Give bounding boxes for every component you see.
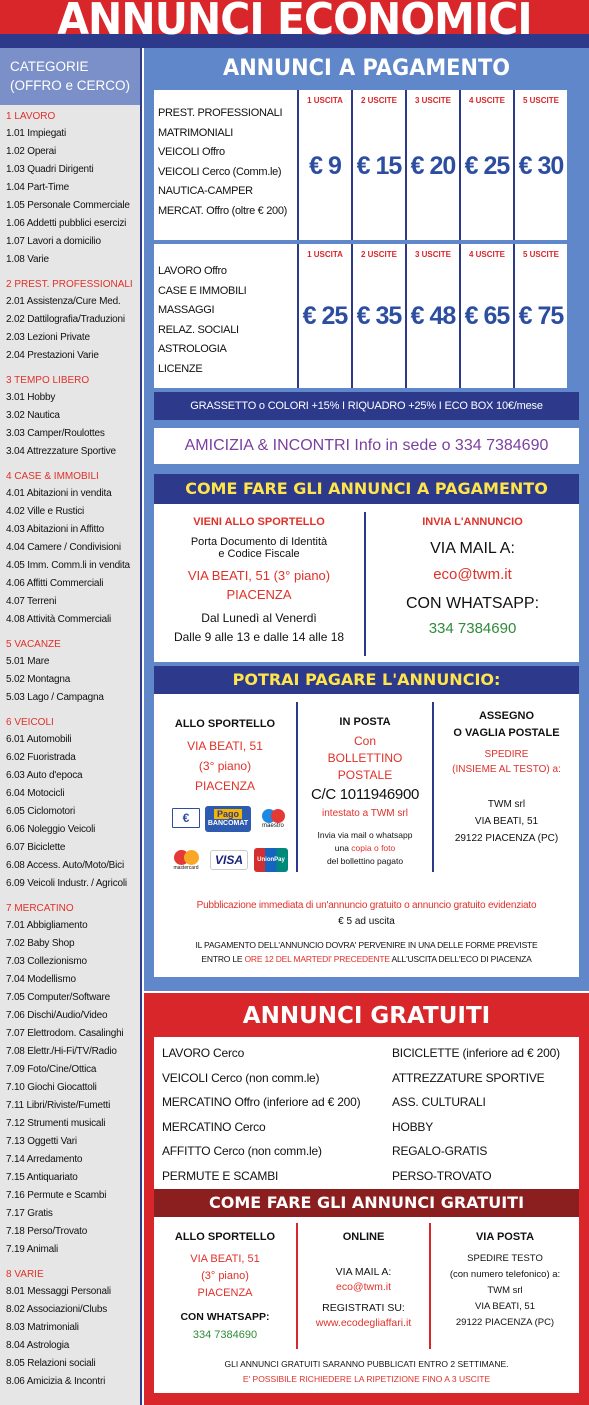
category-item[interactable]: 7.19 Animali (6, 1244, 59, 1255)
price-value: € 35 (356, 302, 402, 330)
category-section-title: 3 TEMPO LIBERO (6, 375, 90, 386)
amicizia-info: AMICIZIA & INCONTRI Info in sede o 334 7384690 (154, 428, 579, 464)
category-section (6, 279, 140, 365)
category-item[interactable]: 8.02 Associazioni/Clubs (6, 1304, 108, 1315)
payment-note4c: ALL'USCITA DELL'ECO DI PIACENZA (389, 954, 532, 964)
cash-icon: € (172, 808, 200, 828)
assegno-line2: (INSIEME AL TESTO) a: (452, 764, 561, 775)
price-category: RELAZ. SOCIALI (158, 323, 239, 336)
category-item[interactable]: 6.08 Access. Auto/Moto/Bici (6, 860, 124, 871)
category-section-title: 1 LAVORO (6, 111, 56, 122)
free-posta-addr3: 29122 PIACENZA (PC) (455, 1317, 555, 1328)
mastercard-label: mastercard (173, 864, 199, 871)
category-item[interactable]: 7.16 Permute e Scambi (6, 1190, 107, 1201)
categories-sidebar (0, 48, 142, 1405)
uscite-label: 4 USCITE (468, 250, 505, 259)
posta-note2a: una (334, 843, 352, 853)
price-category: MASSAGGI (158, 304, 215, 316)
category-section-title: 6 VEICOLI (6, 717, 54, 728)
uscite-label: 2 USCITE (360, 250, 397, 259)
price-table-1 (154, 90, 567, 240)
free-sportello-address: VIA BEATI, 51 (190, 1253, 260, 1265)
category-item[interactable]: 7.08 Elettr./Hi-Fi/TV/Radio (6, 1046, 117, 1057)
price-table-2 (154, 244, 567, 388)
category-item[interactable]: 4.02 Ville e Rustici (6, 506, 85, 517)
free-whatsapp-label: CON WHATSAPP: (180, 1311, 270, 1323)
category-item[interactable]: 7.01 Abbigliamento (6, 920, 88, 931)
category-item[interactable]: 2.04 Prestazioni Varie (6, 350, 99, 361)
price-value: € 20 (410, 152, 456, 180)
category-section (6, 471, 140, 629)
category-item[interactable]: 5.01 Mare (6, 656, 50, 667)
free-category-item: MERCATINO Offro (inferiore ad € 200) (162, 1095, 361, 1110)
how-free-box (154, 1217, 579, 1393)
free-category-item: ATTREZZATURE SPORTIVE (392, 1070, 545, 1085)
assegno-title1: ASSEGNO (478, 710, 534, 722)
payment-sportello-city: PIACENZA (194, 779, 255, 793)
sportello-info (154, 516, 364, 644)
price-value: € 9 (309, 152, 341, 180)
category-item[interactable]: 7.11 Libri/Riviste/Fumetti (6, 1100, 111, 1111)
extras-bar: GRASSETTO o COLORI +15% I RIQUADRO +25% I ECO BOX 10€/mese (154, 392, 579, 420)
payment-posta-title: IN POSTA (339, 716, 391, 728)
free-sportello-floor: (3° piano) (201, 1270, 249, 1282)
category-item[interactable]: 7.09 Foto/Cine/Ottica (6, 1064, 97, 1075)
category-item[interactable]: 6.01 Automobili (6, 734, 72, 745)
category-item[interactable]: 2.01 Assistenza/Cure Med. (6, 296, 121, 307)
category-item[interactable]: 1.01 Impiegati (6, 128, 67, 139)
category-item[interactable]: 4.03 Abitazioni in Affitto (6, 524, 105, 535)
category-item[interactable]: 7.10 Giochi Giocattoli (6, 1082, 97, 1093)
free-footnote2: E' POSSIBILE RICHIEDERE LA RIPETIZIONE FINO A 3 USCITE (242, 1374, 491, 1384)
free-whatsapp-number[interactable]: 334 7384690 (192, 1329, 258, 1341)
whatsapp-number[interactable]: 334 7384690 (428, 620, 517, 637)
bancomat-label: BANCOMAT (207, 820, 249, 827)
payment-note4a: ENTRO LE (201, 954, 245, 964)
category-item[interactable]: 5.03 Lago / Campagna (6, 692, 104, 703)
posta-line3: POSTALE (337, 768, 393, 782)
paid-ads-section (144, 48, 589, 991)
category-item[interactable]: 7.06 Dischi/Audio/Video (6, 1010, 108, 1021)
category-section-title: 2 PREST. PROFESSIONALI (6, 279, 133, 290)
free-ads-categories (154, 1037, 579, 1189)
category-section (6, 111, 140, 269)
free-category-item: PERSO-TROVATO (392, 1168, 492, 1183)
assegno-addr1: TWM srl (487, 799, 526, 810)
payment-sportello-address: VIA BEATI, 51 (187, 739, 263, 753)
category-item[interactable]: 7.13 Oggetti Vari (6, 1136, 77, 1147)
price-value: € 65 (464, 302, 510, 330)
posta-line1: Con (353, 734, 376, 748)
category-item[interactable]: 7.02 Baby Shop (6, 938, 75, 949)
how-paid-header: COME FARE GLI ANNUNCI A PAGAMENTO (154, 474, 579, 504)
uscite-label: 3 USCITE (414, 250, 451, 259)
price-column (405, 244, 459, 388)
price-category: LICENZE (158, 362, 203, 375)
free-category-item: LAVORO Cerco (162, 1046, 245, 1060)
price-category: ASTROLOGIA (158, 343, 227, 355)
uscite-label: 1 USCITA (307, 96, 343, 105)
assegno-addr3: 29122 PIACENZA (PC) (454, 833, 559, 844)
category-item[interactable]: 3.04 Attrezzature Sportive (6, 446, 116, 457)
send-ad-info (366, 516, 579, 637)
free-posta (431, 1231, 579, 1328)
price-category: CASE E IMMOBILI (158, 284, 247, 297)
free-posta-line2: (con numero telefonico) a: (449, 1269, 561, 1280)
category-item[interactable]: 6.05 Ciclomotori (6, 806, 76, 817)
price-category: VEICOLI Cerco (Comm.le) (158, 165, 282, 178)
category-item[interactable]: 1.03 Quadri Dirigenti (6, 164, 94, 175)
price-value: € 25 (464, 152, 510, 180)
category-item[interactable]: 7.05 Computer/Software (6, 992, 110, 1003)
category-item[interactable]: 5.02 Montagna (6, 674, 71, 685)
unionpay-icon: UnionPay (254, 848, 288, 872)
payment-sportello-floor: (3° piano) (198, 759, 252, 773)
price-category: PREST. PROFESSIONALI (158, 107, 283, 119)
price-column (513, 244, 567, 388)
price-value: € 25 (302, 302, 348, 330)
category-item[interactable]: 6.07 Biciclette (6, 842, 66, 853)
visa-icon: VISA (210, 850, 248, 870)
category-item[interactable]: 6.03 Auto d'epoca (6, 770, 83, 781)
category-item[interactable]: 8.03 Matrimoniali (6, 1322, 79, 1333)
mastercard-icon (168, 846, 204, 874)
price-category: MERCAT. Offro (oltre € 200) (158, 204, 288, 217)
payment-note4b: ORE 12 DEL MARTEDI' PRECEDENTE (244, 954, 390, 964)
category-section-title: 8 VARIE (6, 1269, 44, 1280)
category-item[interactable]: 4.05 Imm. Comm.li in vendita (6, 560, 130, 571)
payment-box (154, 694, 579, 977)
category-item[interactable]: 7.18 Perso/Trovato (6, 1226, 88, 1237)
free-category-item: VEICOLI Cerco (non comm.le) (162, 1070, 320, 1085)
category-item[interactable]: 7.04 Modellismo (6, 974, 76, 985)
posta-note2 (298, 843, 432, 853)
payment-sportello-title: ALLO SPORTELLO (174, 718, 276, 730)
free-footnote1: GLI ANNUNCI GRATUITI SARANNO PUBBLICATI ENTRO 2 SETTIMANE. (224, 1359, 509, 1369)
free-online-title: ONLINE (342, 1231, 385, 1243)
sportello-days: Dal Lunedì al Venerdì (201, 611, 317, 625)
pago-label: Pago (214, 809, 242, 819)
how-free-header: COME FARE GLI ANNUNCI GRATUITI (154, 1189, 579, 1217)
category-item[interactable]: 7.14 Arredamento (6, 1154, 83, 1165)
free-posta-title: VIA POSTA (475, 1231, 535, 1243)
sportello-city: PIACENZA (226, 587, 292, 602)
category-item[interactable]: 3.01 Hobby (6, 392, 56, 403)
free-posta-line1: SPEDIRE TESTO (467, 1253, 543, 1264)
price-value: € 30 (518, 152, 564, 180)
posta-note1: Invia via mail o whatsapp (317, 830, 413, 840)
uscite-label: 3 USCITE (414, 96, 451, 105)
categories-header-line2: (OFFRO e CERCO) (10, 78, 130, 93)
posta-intestato: intestato a TWM srl (322, 808, 408, 819)
category-item[interactable]: 8.04 Astrologia (6, 1340, 70, 1351)
categories-header-line1: CATEGORIE (10, 59, 89, 74)
paid-ads-header: ANNUNCI A PAGAMENTO (223, 56, 510, 81)
free-category-item: BICICLETTE (inferiore ad € 200) (392, 1046, 560, 1060)
uscite-label: 1 USCITA (307, 250, 343, 259)
category-item[interactable]: 1.08 Varie (6, 254, 49, 265)
free-ads-right-list (392, 1041, 560, 1189)
category-item[interactable]: 7.07 Elettrodom. Casalinghi (6, 1028, 124, 1039)
category-item[interactable]: 2.02 Dattilografia/Traduzioni (6, 314, 125, 325)
category-item[interactable]: 6.06 Noleggio Veicoli (6, 824, 96, 835)
price-column (405, 90, 459, 240)
whatsapp-label: CON WHATSAPP: (405, 595, 540, 612)
free-category-item: PERMUTE E SCAMBI (162, 1168, 279, 1183)
category-item[interactable]: 4.06 Affitti Commerciali (6, 578, 104, 589)
category-item[interactable]: 8.05 Relazioni sociali (6, 1358, 96, 1369)
category-item[interactable]: 4.08 Attività Commerciali (6, 614, 112, 625)
category-section (6, 375, 140, 461)
category-item[interactable]: 7.12 Strumenti musicali (6, 1118, 106, 1129)
price-column (351, 90, 405, 240)
category-item[interactable]: 4.04 Camere / Condivisioni (6, 542, 121, 553)
sportello-address: VIA BEATI, 51 (3° piano) (187, 568, 331, 583)
category-section-title: 4 CASE & IMMOBILI (6, 471, 99, 482)
free-sportello-title: ALLO SPORTELLO (174, 1231, 276, 1243)
uscite-label: 4 USCITE (468, 96, 505, 105)
category-section (6, 639, 140, 707)
category-item[interactable]: 2.03 Lezioni Private (6, 332, 90, 343)
free-website-link[interactable]: www.ecodegliaffari.it (315, 1317, 412, 1329)
category-item[interactable]: 8.06 Amicizia & Incontri (6, 1376, 106, 1387)
postal-account-number: C/C 1011946900 (310, 786, 420, 803)
categories-list (0, 105, 140, 1391)
payment-note1: Pubblicazione immediata di un'annuncio gratuito o annuncio gratuito evidenziato (196, 900, 537, 911)
page-banner (0, 0, 589, 48)
free-register-label: REGISTRATI SU: (322, 1302, 405, 1314)
posta-line2: BOLLETTINO (327, 751, 403, 765)
category-item[interactable]: 1.04 Part-Time (6, 182, 69, 193)
price-category: NAUTICA-CAMPER (158, 185, 253, 197)
price-category: MATRIMONIALI (158, 126, 234, 139)
free-sportello (154, 1231, 296, 1341)
free-category-item: HOBBY (392, 1119, 434, 1134)
maestro-icon (256, 806, 290, 832)
free-mail-label: VIA MAIL A: (335, 1266, 392, 1278)
price-value: € 15 (356, 152, 402, 180)
category-item[interactable]: 6.02 Fuoristrada (6, 752, 76, 763)
category-item[interactable]: 3.02 Nautica (6, 410, 60, 421)
sportello-line1: Porta Documento di Identità (190, 536, 328, 548)
price-category: VEICOLI Offro (158, 146, 225, 158)
assegno-line1: SPEDIRE (484, 749, 529, 760)
category-item[interactable]: 4.01 Abitazioni in vendita (6, 488, 112, 499)
free-category-item: REGALO-GRATIS (392, 1144, 488, 1159)
category-item[interactable]: 6.09 Veicoli Industr. / Agricoli (6, 878, 127, 889)
category-item[interactable]: 7.15 Antiquariato (6, 1172, 78, 1183)
page-title: ANNUNCI ECONOMICI (57, 0, 532, 45)
sportello-line2: e Codice Fiscale (218, 548, 300, 560)
category-item[interactable]: 1.06 Addetti pubblici esercizi (6, 218, 127, 229)
payment-note2: € 5 ad uscita (338, 916, 395, 927)
category-item[interactable]: 1.07 Lavori a domicilio (6, 236, 101, 247)
uscite-label: 5 USCITE (522, 250, 559, 259)
price-value: € 75 (518, 302, 564, 330)
free-category-item: AFFITTO Cerco (non comm.le) (162, 1144, 322, 1159)
free-ads-header: ANNUNCI GRATUITI (242, 1003, 491, 1029)
assegno-title2: O VAGLIA POSTALE (453, 727, 560, 739)
category-item[interactable]: 3.03 Camper/Roulottes (6, 428, 105, 439)
email-link[interactable]: eco@twm.it (433, 566, 512, 583)
category-section (6, 1269, 140, 1391)
category-item[interactable]: 6.04 Motocicli (6, 788, 65, 799)
categories-header (0, 48, 140, 105)
category-section-title: 5 VACANZE (6, 639, 61, 650)
posta-note2b: copia o foto (351, 843, 396, 853)
category-item[interactable]: 7.03 Collezionismo (6, 956, 87, 967)
category-section (6, 717, 140, 893)
free-email-link[interactable]: eco@twm.it (335, 1281, 391, 1293)
payment-posta (298, 716, 432, 866)
assegno-addr2: VIA BEATI, 51 (474, 816, 539, 827)
free-category-item: MERCATINO Cerco (162, 1119, 266, 1134)
category-item[interactable]: 8.01 Messaggi Personali (6, 1286, 111, 1297)
payment-sportello (154, 718, 296, 793)
uscite-label: 5 USCITE (522, 96, 559, 105)
pagobancomat-icon (205, 806, 251, 832)
payment-assegno (434, 710, 579, 844)
payment-header: POTRAI PAGARE L'ANNUNCIO: (154, 666, 579, 694)
price-column (297, 90, 351, 240)
posta-note3: del bollettino pagato (326, 856, 404, 866)
category-section-title: 7 MERCATINO (6, 903, 74, 914)
sportello-hours: Dalle 9 alle 13 e dalle 14 alle 18 (173, 630, 345, 644)
category-item[interactable]: 4.07 Terreni (6, 596, 57, 607)
free-online (298, 1231, 429, 1329)
free-ads-left-list (162, 1041, 360, 1189)
category-item[interactable]: 7.17 Gratis (6, 1208, 53, 1219)
price-column (459, 90, 513, 240)
price-column (513, 90, 567, 240)
free-sportello-city: PIACENZA (197, 1287, 253, 1299)
price-column (297, 244, 351, 388)
maestro-label: maestro (262, 823, 284, 829)
free-posta-addr2: VIA BEATI, 51 (474, 1301, 536, 1312)
payment-note3: IL PAGAMENTO DELL'ANNUNCIO DOVRA' PERVENIRE IN UNA DELLE FORME PREVISTE (195, 940, 538, 950)
category-section (6, 903, 140, 1259)
price-value: € 48 (410, 302, 456, 330)
free-posta-addr1: TWM srl (487, 1285, 523, 1296)
price-column (459, 244, 513, 388)
mail-label: VIA MAIL A: (430, 540, 515, 557)
price-table-1-categories (154, 90, 297, 240)
price-category: LAVORO Offro (158, 265, 227, 277)
price-table-2-categories (154, 244, 297, 388)
free-ads-section (144, 993, 589, 1405)
category-item[interactable]: 1.05 Personale Commerciale (6, 200, 130, 211)
send-ad-title: INVIA L'ANNUNCIO (422, 516, 523, 528)
sportello-title: VIENI ALLO SPORTELLO (193, 516, 325, 528)
price-column (351, 244, 405, 388)
how-paid-box (154, 504, 579, 662)
uscite-label: 2 USCITE (360, 96, 397, 105)
category-item[interactable]: 1.02 Operai (6, 146, 57, 157)
free-category-item: ASS. CULTURALI (392, 1095, 486, 1110)
payment-note4 (154, 954, 579, 964)
